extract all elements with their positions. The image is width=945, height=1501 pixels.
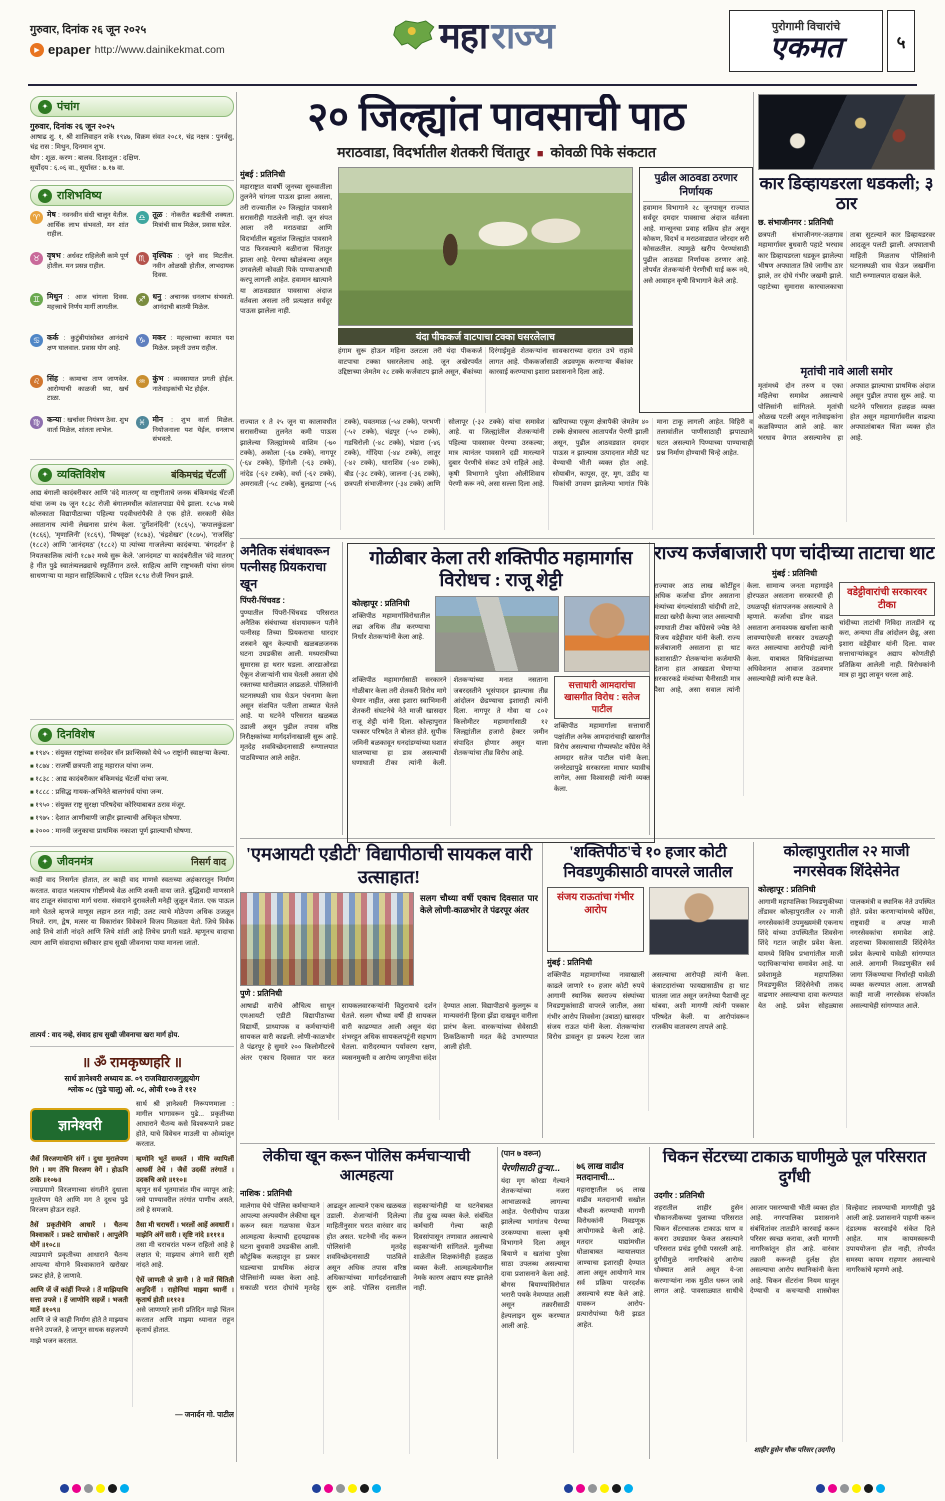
ram-signature: — जनार्दन गो. पाटील [175, 1410, 234, 1420]
next-week-box-title: पुढील आठवडा ठरणार निर्णायक [643, 171, 749, 202]
car-subhead: मृतांची नावे आली समोर [800, 365, 893, 378]
square-bullet-icon: ■ [536, 148, 544, 160]
column-rule [497, 1147, 498, 1459]
site-url-link[interactable]: http://www.dainikekmat.com [94, 43, 225, 56]
lead-story [240, 94, 753, 534]
zodiac-icon: ♋ [30, 334, 43, 347]
lamp-icon: ✦ [38, 855, 52, 869]
registration-dot [360, 1484, 369, 1493]
continuation-body-2: महाराष्ट्रातील ७६ लाख वाढीव मतदानाची सखोल चौकशी करण्याची मागणी विरोधकांनी निवडणूक आयोगाकडे केली आहे. मतदार याद्यांमधील घोळाबाबत न्यायालयात जाण्याचा इशाराही देण्यात आला असून आयोगाने मात्र सर्व प्रक्रिया पारदर्शक असल्याचे स्पष्ट केले आहे. यावरून आरोप-प्रत्यारोपांच्या फैरी झडत आहेत. [576, 1187, 645, 1329]
brand-box [729, 10, 883, 72]
dnyaneshwari-verses [30, 1155, 234, 1407]
continuation-tag: (पान ७ वरून) [501, 1149, 542, 1158]
panchang-icon: ✦ [38, 100, 52, 114]
zodiac-item [136, 251, 235, 289]
zodiac-text: कुंभ : व्यवसायात प्रगती होईल. नातेवाइकांची भेट होईल. [152, 374, 234, 393]
raju-shetti-photo [564, 596, 650, 672]
dinvishesh-item: ■ १८३८ : आद्य कादंबरीकार बंकिमचंद्र चॅटर्जी यांचा जन्म. [30, 775, 234, 785]
kolhapur-byline: कोल्हापूर : प्रतिनिधी [758, 885, 816, 894]
vyakti-person-name: बंकिमचंद्र चॅटर्जी [171, 470, 226, 482]
next-week-box [639, 167, 753, 413]
zodiac-item [136, 333, 235, 371]
print-registration-marks [60, 1484, 885, 1493]
cyclists-group-photo [240, 892, 414, 986]
udgir-photo-caption: शाहीर हुसेन चौक परिसर (उदगीर) [753, 1447, 836, 1454]
zodiac-icon: ♑ [136, 334, 149, 347]
column-rule [236, 92, 237, 1462]
zodiac-text: कन्या : खर्चावर नियंत्रण ठेवा. शुभ वार्ता मिळेल, शांतता लाभेल. [47, 415, 129, 434]
murder-headline: अनैतिक संबंधावरून पत्नीसह प्रियकराचा खून [240, 544, 330, 591]
mit-cycle-story [240, 843, 538, 1136]
dnyaneshwari-row [30, 1100, 234, 1150]
registration-dot [60, 1484, 69, 1493]
registration-dot [588, 1484, 597, 1493]
raut-byline: मुंबई : प्रतिनिधी [547, 958, 593, 968]
column-rule [649, 1147, 650, 1459]
lead-body: राज्यात १ ते २५ जून या कालावधीत सरासरीच्या तुलनेत कमी पाऊस झालेल्या जिल्ह्यांमध्ये वाशिम (-७० टक्के), अकोला (-६७ टक्के), नागपूर (-६४ टक्के), हिंगोली (-६३ टक्के), नांदेड (-६२ टक्के), वर्धा (-६२ टक्के), अमरावती (-५८ टक्के), बुलढाणा (-५६ टक्के), यवतमाळ (-५४ टक्के), परभणी (-५२ टक्के), चंद्रपूर (-५० टक्के), गडचिरोली (-४८ टक्के), भंडारा (-४६ टक्के), गोंदिया (-४४ टक्के), लातूर (-४२ टक्के), धाराशिव (-४० टक्के), बीड (-३८ टक्के), जालना (-३६ टक्के), छत्रपती संभाजीनगर (-३४ टक्के) आणि सोलापूर (-३२ टक्के) यांचा समावेश आहे. या जिल्ह्यांतील शेतकऱ्यांनी पहिल्या पावसावर पेरण्या उरकल्या; मात्र त्यानंतर पावसाने दडी मारल्याने दुबार पेरणीचे संकट उभे राहिले आहे. कृषी विभागाने पुरेशा ओलीशिवाय पेरणी करू नये, असा सल्ला दिला आहे. खरिपाच्या एकूण क्षेत्रापैकी जेमतेम ४० टक्के क्षेत्रावरच आतापर्यंत पेरणी झाली असून, पुढील आठवड्यात दमदार पाऊस न झाल्यास उत्पादनात मोठी घट येण्याची भीती व्यक्त होत आहे. सोयाबीन, कापूस, तूर, मूग, उडीद या पिकांची उगवण झालेल्या भागांत पिके माना टाकू लागली आहेत. विहिरी व तलावांतील पाणीसाठाही झपाट्याने घटत असल्याने पिण्याच्या पाण्याचाही प्रश्न निर्माण होण्याची चिन्हे आहेत. [240, 419, 753, 489]
date-line: गुरुवार, दिनांक २६ जून २०२५ [30, 24, 147, 36]
registration-cluster [816, 1484, 885, 1493]
registration-dot [336, 1484, 345, 1493]
shaktipeeth-body-row [352, 676, 650, 828]
mit-body: आषाढी वारीचे औचित्य साधून एमआयटी एडीटी विद्यापीठाच्या विद्यार्थी, प्राध्यापक व कर्मचाऱ्यांनी सायकल वारी काढली. लोणी-काळभोर ते पंढरपूर हे सुमारे २०० किलोमीटरचे अंतर एकाच दिवसात पार करत सायकलवारकऱ्यांनी विठुरायाचे दर्शन घेतले. सलग चौथ्या वर्षी ही सायकल वारी काढण्यात आली असून यंदा शंभरहून अधिक सायकलपटूंनी सहभाग घेतला. वारीदरम्यान पर्यावरण रक्षण, व्यसनमुक्ती व आरोग्य जागृतीचा संदेश देण्यात आला. विद्यापीठाचे कुलगुरू व मान्यवरांनी हिरवा झेंडा दाखवून वारीला प्रारंभ केला. वारकऱ्यांच्या सेवेसाठी ठिकठिकाणी मदत केंद्रे उभारण्यात आली होती. [240, 1003, 538, 1062]
dinvishesh-item: ■ १८७४ : राजर्षी छत्रपती शाहू महाराज यांचा जन्म. [30, 762, 234, 772]
panchang-header: ✦ पंचांग [30, 96, 234, 117]
zodiac-text: मीन : शुभ वार्ता मिळेल. नियोजनाला यश येईल, धनलाभ संभवतो. [152, 415, 234, 444]
jeevanmantra-header: ✦ जीवनमंत्र निसर्ग वाद [30, 851, 234, 872]
car-accident-story [758, 94, 935, 534]
dinvishesh-item: ■ २००० : मानवी जनुकाचा प्राथमिक नकाशा पूर्ण झाल्याची घोषणा. [30, 827, 234, 837]
registration-cluster [312, 1484, 381, 1493]
registration-dot [624, 1484, 633, 1493]
ram-heading: ॥ ॐ रामकृष्णहरि ॥ [82, 1056, 182, 1072]
nashik-byline: नाशिक : प्रतिनिधी [240, 1188, 292, 1198]
column-rule [753, 842, 754, 1138]
zodiac-item [136, 292, 235, 330]
rashibhavishya-section [30, 181, 234, 460]
ovi-verse: जैसें विरजणाचेनि संगें । दुधा मुरालेपण रिगे । मग तेंचि विरजण वेगें । होऊनि ठाके ॥१०७॥ ज्याप्रमाणे विरजणाच्या संगतीने दुधाला मुरलेपण येते आणि मग ते दूधच पुढे विरजण होऊन राहते. [30, 1156, 128, 1215]
page-number: ५ [887, 10, 915, 72]
registration-dot [828, 1484, 837, 1493]
ovi-verse: ऐसें जाणती जे ज्ञानी । ते मातें चिंतिती अनुदिनीं । राहोनियां माझ्या ध्यानीं । कृतार्थ होती ॥११२॥ असे जाणणारे ज्ञानी प्रतिदिन माझे चिंतन करतात आणि माझ्या ध्यानात राहून कृतार्थ होतात. [136, 1276, 234, 1335]
car-accident-photo [758, 94, 935, 170]
kolhapur-corporators-story [758, 843, 935, 1136]
dinvishesh-section [30, 720, 234, 847]
car-body-2: मृतांमध्ये दोन तरुण व एका महिलेचा समावेश असल्याचे पोलिसांनी सांगितले. मृतांची ओळख पटली असून नातेवाइकांना कळविण्यात आले आहे. कार भरधाव वेगात असल्यानेच हा अपघात झाल्याचा प्राथमिक अंदाज असून पुढील तपास सुरू आहे. या घटनेने परिसरात हळहळ व्यक्त होत असून महामार्गावरील वाढत्या अपघातांबाबत चिंता व्यक्त होत आहे. [758, 382, 935, 442]
zodiac-text: वृषभ : अर्धवट राहिलेली कामे पूर्ण होतील. मन प्रसन्न राहील. [47, 251, 129, 270]
zodiac-item [30, 251, 129, 289]
raut-story [547, 843, 749, 1136]
masthead-rajya: राज्य [491, 16, 554, 56]
registration-dot [324, 1484, 333, 1493]
zodiac-item [30, 333, 129, 371]
satej-box-body: शक्तिपीठ महामार्गाला सत्ताधारी पक्षांतील अनेक आमदारांचाही खासगीत विरोध असल्याचा गौप्यस्फोट काँग्रेस नेते आमदार सतेज पाटील यांनी केला. जनरेट्यापुढे सरकारला माघार घ्यावीच लागेल, असा विश्वासही त्यांनी व्यक्त केला. [554, 723, 650, 793]
raut-kicker: संजय राऊतांचा गंभीर आरोप [557, 892, 634, 917]
registration-dot [612, 1484, 621, 1493]
lead-intro: महाराष्ट्रात यावर्षी जूनच्या सुरुवातीला तुलनेने चांगला पाऊस झाला असला, तरी राज्यातील २० जिल्ह्यांत पावसाने सरासरीही गाठलेली नाही. जून संपत आला तरी मराठवाडा आणि विदर्भातील बहुतांश जिल्ह्यांत पावसाने पाठ फिरवल्याने बळीराजा चिंतातुर झाला आहे. पेरण्या खोळंबल्या असून उगवलेली कोवळी पिके पाण्याअभावी करपू लागली आहेत. हवामान खात्याने या आठवड्यात पावसाचा अंदाज वर्तवला असला तरी प्रत्यक्षात सर्वदूर पाऊस झालेला नाही. [240, 184, 332, 316]
continuation-column [501, 1148, 645, 1459]
wadettiwar-kicker: वडेट्टीवारांची सरकारवर टीका [847, 587, 927, 612]
zodiac-icon: ♒ [136, 375, 149, 388]
zodiac-icon: ♏ [136, 252, 149, 265]
header-rule [28, 84, 917, 86]
registration-dot [372, 1484, 381, 1493]
ram-meta: श्लोक ०८ (पुढे चालू) ओ. ०८, ओवी १०७ ते ११२ [67, 1084, 197, 1094]
zodiac-text: मेष : नवनवीन संधी चालून येतील. आर्थिक लाभ संभवतो, मन शांत राहील. [47, 210, 129, 239]
shaktipeeth-body: शक्तिपीठ महामार्गासाठी सरकारने गोळीबार केला तरी शेतकरी विरोध मागे घेणार नाहीत, असा इशारा स्वाभिमानी शेतकरी संघटनेचे नेते माजी खासदार राजू शेट्टी यांनी दिला. कोल्हापुरात पत्रकार परिषदेत ते बोलत होते. सुपीक जमिनी बळकावून धनदांडग्यांच्या घशात घालण्याचा हा डाव असल्याची घणाघाती टीका त्यांनी केली. शेतकऱ्यांच्या मनात नसताना जबरदस्तीने भूसंपादन झाल्यास तीव्र आंदोलन छेडण्याचा इशाराही त्यांनी दिला. नागपूर ते गोवा या ८०२ किलोमीटर महामार्गासाठी १२ जिल्ह्यांतील हजारो हेक्टर जमीन संपादित होणार असून याला शेतकऱ्यांचा तीव्र विरोध आहे. [352, 677, 548, 768]
shaktipeeth-headline: गोळीबार केला तरी शक्तिपीठ महामार्गास विरोधच : राजू शेट्टी [369, 549, 633, 592]
zodiac-item [30, 292, 129, 330]
vyakti-header: ✦ व्यक्तिविशेष बंकिमचंद्र चॅटर्जी [30, 464, 234, 485]
registration-dot [600, 1484, 609, 1493]
dinvishesh-item: ■ १९५० : संयुक्त राष्ट्र सुरक्षा परिषदेचा कोरियाबाबत ठराव मंजूर. [30, 801, 234, 811]
epaper-label: epaper [48, 42, 91, 57]
raut-media-row [547, 887, 749, 955]
mit-headline: 'एमआयटी एडीटी' विद्यापीठा‍ची सायकल वारी उत्साहात! [245, 844, 533, 887]
panchang-line: आषाढ शु. १, श्री शालिवाहन शके १९४७, विक्रम संवत २०८१, चंद्र नक्षत्र : पुनर्वसु, चंद्र रास : मिथुन, दिनमान शुभ. [30, 134, 234, 152]
rashi-header: ✦ राशिभविष्य [30, 185, 234, 206]
crop-loan-caption-text: हंगाम सुरू होऊन महिना उलटला तरी यंदा पीककर्ज वाटपाचा टक्का घसरलेलाच आहे. जून अखेरपर्यंत उद्दिष्टाच्या जेमतेम २८ टक्के कर्जवाटप झाले असून, बँकांच्या दिरंगाईमुळे शेतकऱ्यांना सावकाराच्या दारात उभे राहावे लागत आहे. पीककर्जासाठी अडवणूक करणाऱ्या बँकांवर कारवाई करण्याचा इशारा प्रशासनाने दिला आहे. [338, 348, 633, 377]
karj-body: राज्यावर आठ लाख कोटींहून अधिक कर्जाचा डोंगर असताना मंत्र्यांच्या बंगल्यांसाठी चांदीची ताटे, वाट्या खरेदी केल्या जात असल्याची घणाघाती टीका काँग्रेसचे ज्येष्ठ नेते विजय वडेट्टीवार यांनी केली. राज्य कर्जबाजारी असताना हा थाट कशासाठी? शेतकऱ्यांना कर्जमाफी देताना हात आखडता घेणाऱ्या सरकारकडे मंत्र्यांच्या चैनीसाठी मात्र पैसा आहे, असा सवाल त्यांनी केला. सामान्य जनता महागाईने होरपळत असताना सरकारची ही उधळपट्टी संतापजनक असल्याचे ते म्हणाले. कर्जाचा डोंगर वाढत असताना अनावश्यक खर्चाला कात्री लावण्याऐवजी सरकार उधळपट्टी करत असल्याचा आरोपही त्यांनी केला. याबाबत विधिमंडळाच्या अधिवेशनात आवाज उठवणार असल्याचेही त्यांनी स्पष्ट केले. [654, 583, 833, 694]
car-body-1: छत्रपती संभाजीनगर-जळगाव महामार्गावर बुधवारी पहाटे भरधाव कार डिव्हायडरला धडकून झालेल्या भीषण अपघातात तिघे जागीच ठार झाले, तर दोघे गंभीर जखमी झाले. पहाटेच्या सुमारास कारचालकाचा ताबा सुटल्याने कार डिव्हायडरवर आदळून पलटी झाली. अपघाताची माहिती मिळताच पोलिसांनी घटनास्थळी धाव घेऊन जखमींना घाटी रुग्णालयात दाखल केले. [758, 231, 935, 291]
masthead [391, 10, 554, 59]
lead-subheadline: मराठवाडा, विदर्भातील शेतकरी चिंतातुर ■ कोवळी पिके संकटात [337, 144, 656, 160]
jeevanmantra-tatparya: तात्पर्य : वाद नव्हे, संवाद हाच सुखी जीवनाचा खरा मार्ग होय. [30, 1032, 180, 1040]
satej-box-title: सत्ताधारी आमदारांचा खासगीत विरोध : सतेज पाटील [564, 680, 640, 714]
zodiac-item [30, 415, 129, 453]
farmer-plowing-photo [338, 167, 633, 326]
rashi-icon: ✦ [38, 189, 52, 203]
car-headline: कार डिव्हायडरला धडकली; ३ ठार [759, 174, 934, 214]
nashik-story [240, 1148, 493, 1459]
karj-headline: राज्य कर्जबाजारी पण चांदीच्या ताटाचा थाट [654, 544, 935, 564]
dinvishesh-header: ✦ दिनविशेष [30, 724, 234, 745]
column-rule [753, 92, 754, 535]
lead-left-column [240, 167, 332, 413]
jeevanmantra-body: काही वाद निसर्गतः होतात, तर काही वाद माणसे स्वतःच्या अहंकारातून निर्माण करतात. वादात भलत्याच गोष्टींमध्ये वेळ आणि शक्ती वाया जाते. बुद्धिवादी माणसाने वाद टाळून संवादाचा मार्ग धरावा. संवादाने दुरावलेली मनेही जुळून येतात. एक पाऊल मागे घेतले म्हणजे माणूस लहान ठरत नाही; उलट त्याचे मोठेपण अधिक उजळून निघते. राग, द्वेष, मत्सर या विकारांवर विवेकाने विजय मिळवता येतो. जिथे विवेक आहे तिथे शांती नांदते आणि जिथे शांती आहे तिथेच प्रगती घडते. म्हणूनच वादाचा त्याग आणि संवादाचा स्वीकार हाच सुखी जीवनाचा पाया मानला जातो. [30, 877, 234, 947]
zodiac-item [136, 210, 235, 248]
epaper-play-icon: ▶ [30, 43, 44, 57]
mit-byline: पुणे : प्रतिनिधी [240, 989, 283, 998]
registration-dot [348, 1484, 357, 1493]
brand-tagline: पुरोगामी विचारांचे [771, 21, 841, 33]
zodiac-item [30, 210, 129, 248]
zodiac-icon: ♎ [136, 211, 149, 224]
zodiac-icon: ♉ [30, 252, 43, 265]
kolhapur-headline: कोल्हापुरातील २२ माजी नगरसेवक शिंदेसेनेत [783, 844, 910, 880]
registration-cluster [60, 1484, 129, 1493]
udgir-body: शहरातील शाहीर हुसेन चौकानजीकच्या पुलाच्या परिसरात चिकन सेंटरचालक टाकाऊ घाण व कचरा उघड्यावर फेकत असल्याने परिसरात प्रचंड दुर्गंधी पसरली आहे. दुर्गंधीमुळे नागरिकांचे आरोग्य धोक्यात आले असून ये-जा करणाऱ्यांना नाक मुठीत धरून जावे लागत आहे. पावसाळ्यात साथीचे आजार पसरण्याची भीती व्यक्त होत आहे. नगरपालिका प्रशासनाने संबंधितांवर तातडीने कारवाई करून परिसर स्वच्छ करावा, अशी मागणी नागरिकांतून होत आहे. वारंवार तक्रारी करूनही दुर्लक्ष होत असल्याचा आरोप स्थानिकांनी केला आहे. चिकन सेंटरांना नियम घालून देण्याची व कचऱ्याची शास्त्रोक्त विल्हेवाट लावण्याची मागणीही पुढे आली आहे. प्रशासनाने पाहणी करून दंडात्मक कारवाईचे संकेत दिले आहेत. मात्र कायमस्वरूपी उपाययोजना होत नाही, तोपर्यंत समस्या कायम राहणार असल्याचे नागरिकांचे म्हणणे आहे. [654, 1205, 935, 1295]
satej-box [554, 676, 650, 719]
raut-body: शक्तिपीठ महामार्गाच्या नावाखाली काढले जाणारे १० हजार कोटी रुपये आगामी स्थानिक स्वराज्य संस्थांच्या निवडणुकांसाठी वापरले जातील, असा गंभीर आरोप शिवसेना (उबाठा) खासदार संजय राऊत यांनी केला. शेतकऱ्यांचा विरोध डावलून हा प्रकल्प रेटला जात असल्याचा आरोपही त्यांनी केला. कंत्राटदारांच्या फायद्यासाठीच हा घाट घातला जात असून जनतेच्या पैशाची लूट थांबवा, अशी मागणी त्यांनी पत्रकार परिषदेत केली. या आरोपांवरून राजकीय वातावरण तापले आहे. [547, 972, 749, 1042]
vyaktivishesh-section [30, 460, 234, 720]
epaper-link-row [30, 42, 225, 57]
continuation-subhead: ७६ लाख वाढीव मतदानाची... [576, 1161, 624, 1182]
zodiac-text: मकर : महत्त्वाच्या कामात यश मिळेल. प्रकृती उत्तम राहील. [152, 333, 234, 352]
debt-silver-plate-story [654, 543, 935, 833]
zodiac-text: सिंह : कामाचा ताण जाणवेल. आरोग्याची काळजी घ्या, खर्च टाळा. [47, 374, 129, 403]
registration-dot [864, 1484, 873, 1493]
satej-column [554, 676, 650, 828]
udgir-byline: उदगीर : प्रतिनिधी [654, 1191, 705, 1200]
brand-name: एकमत [769, 32, 843, 64]
shaktipeeth-intro-column [352, 596, 430, 672]
left-sidebar [30, 92, 234, 1464]
dinvishesh-item: ■ १८८८ : प्रसिद्ध गायक-अभिनेते बालगंधर्व यांचा जन्म. [30, 788, 234, 798]
sanjay-raut-photo [649, 887, 749, 955]
zodiac-text: धनु : अचानक धनलाभ संभवतो. आनंदाची बातमी मिळेल. [152, 292, 234, 311]
jeevanmantra-kicker: निसर्ग वाद [191, 857, 226, 869]
dinvishesh-item: ■ १९४५ : संयुक्त राष्ट्रांच्या सनदेवर सॅन फ्रान्सिस्को येथे ५० राष्ट्रांनी स्वाक्षऱ्या केल्या. [30, 749, 234, 759]
murder-story [240, 543, 338, 833]
registration-dot [84, 1484, 93, 1493]
zodiac-text: मिथुन : आज चांगला दिवस. महत्त्वाचे निर्णय मार्गी लागतील. [47, 292, 129, 311]
wadettiwar-kicker-box [839, 582, 935, 616]
shaktipeeth-byline: कोल्हापूर : प्रतिनिधी [352, 599, 410, 609]
calendar-icon: ✦ [38, 728, 52, 742]
registration-dot [564, 1484, 573, 1493]
zodiac-icon: ♊ [30, 293, 43, 306]
zodiac-grid [30, 210, 234, 453]
panchang-date: गुरुवार, दिनांक २६ जून २०२५ [30, 122, 115, 131]
jeevanmantra-section [30, 847, 234, 1047]
registration-dot [312, 1484, 321, 1493]
nashik-body: मालेगाव येथे पोलिस कर्मचाऱ्याने आपल्या अल्पवयीन लेकीचा खून करून स्वतः गळफास घेऊन आत्महत्या केल्याची हृदयद्रावक घटना बुधवारी उघडकीस आली. कौटुंबिक कलहातून हा प्रकार घडल्याचा प्राथमिक अंदाज पोलिसांनी व्यक्त केला आहे. सकाळी घरात दोघांचे मृतदेह आढळून आल्याने एकच खळबळ उडाली. शेजाऱ्यांनी दिलेल्या माहितीनुसार घरात वारंवार वाद होत असत. घटनेची नोंद करून पोलिसांनी मृतदेह शवविच्छेदनासाठी पाठविले असून अधिक तपास वरिष्ठ अधिकाऱ्यांच्या मार्गदर्शनाखाली सुरू आहे. पोलिस दलातील सहकाऱ्यांनीही या घटनेबाबत तीव्र दुःख व्यक्त केले. संबंधित कर्मचारी गेल्या काही दिवसांपासून तणावात असल्याचे सहकाऱ्यांनी सांगितले. मुलीच्या शाळेतील शिक्षकांनीही हळहळ व्यक्त केली. आत्महत्येमागील नेमके कारण अद्याप स्पष्ट झालेले नाही. [240, 1202, 493, 1293]
raut-kicker-box [547, 887, 644, 952]
highway-photo [435, 596, 559, 672]
ram-meta: सार्थ ज्ञानेश्वरी अध्याय क्र. ०९ राजविद्याराजगुह्ययोग [64, 1074, 200, 1084]
registration-dot [852, 1484, 861, 1493]
ovi-verse: म्हणोनि भूतें समस्तें । मीचि व्यापिलीं आघवीं तेथें । जैसें उदकीं तरंगातें । उदकचि असे ॥११०॥ म्हणून सर्व भूतमात्रांत मीच व्यापून आहे; जसे पाण्यावरील तरंगांत पाणीच असते, तसे हे समजावे. [136, 1156, 234, 1215]
karj-side-column [839, 582, 935, 800]
zodiac-text: कर्क : कुटुंबीयांसोबत आनंदाचे क्षण घालवाल. प्रवास योग आहे. [47, 333, 129, 352]
continuation-lead: पेरणीसाठी तुऱ्या... [501, 1163, 561, 1173]
zodiac-icon: ♓ [136, 416, 149, 429]
maharashtra-map-icon [391, 19, 435, 51]
shaktipeeth-intro: शक्तिपीठ महामार्गाविरोधातील लढा अधिक तीव्र करण्याचा निर्धार शेतकऱ्यांनी केला आहे. [352, 613, 430, 642]
registration-dot [840, 1484, 849, 1493]
next-week-box-body: हवामान विभागाने २८ जूनपासून राज्यात सर्वदूर दमदार पावसाचा अंदाज वर्तवला आहे. मान्सूनचा प्रवाह सक्रिय होत असून कोकण, विदर्भ व मराठवाड्यात जोरदार सरी कोसळतील. त्यामुळे खरीप पेरण्यांसाठी पुढील आठवडा निर्णायक ठरणार आहे. तोपर्यंत शेतकऱ्यांनी पेरणीची घाई करू नये, असे आवाहन कृषी विभागाने केले आहे. [643, 205, 749, 285]
karj-byline: मुंबई : प्रतिनिधी [771, 569, 818, 579]
lead-photo-column [338, 167, 633, 413]
lead-headline: २० जिल्ह्यांत पावसाची पाठ [307, 94, 686, 139]
masthead-maha: महा [439, 16, 488, 56]
continuation-body-1: यंदा मृग कोरडा गेल्याने शेतकऱ्यांच्या नजरा आभाळाकडे लागल्या आहेत. पेरणीयोग्य पाऊस झालेल्या भागांतच पेरण्या उरकण्याचा सल्ला कृषी विभागाने दिला असून बियाणे व खतांचा पुरेसा साठा उपलब्ध असल्याचा दावा प्रशासनाने केला आहे. बोगस बियाण्यांविरोधात भरारी पथके नेमण्यात आली असून तक्रारीसाठी हेल्पलाइन सुरू करण्यात आली आहे. [501, 1178, 570, 1331]
ovi-verse: तैसें प्रकृतीचेनि आधारें । चैतन्य विश्वाकारें । प्रकटे साचोकारें । आपुलेनि योगें ॥१०८॥ त्याप्रमाणे प्रकृतीच्या आधाराने चैतन्य आपल्या योगाने विश्वाकाराने खरोखर प्रकट होते, हे जाणावे. [30, 1221, 128, 1280]
car-byline: छ. संभाजीनगर : प्रतिनिधी [758, 217, 834, 227]
mit-photo-caption: सलग चौथ्या वर्षी एकाच दिवसात पार केले लोणी-काळभोर ते पंढरपूर अंतर [420, 893, 538, 916]
panchang-line: सूर्योदय : ६.०६ वा., सूर्यास्त : ७.१७ वा. [30, 165, 125, 173]
murder-body: पुण्यातील पिंपरी-चिंचवड परिसरात अनैतिक संबंधाच्या संशयावरून पतीने पत्नीसह तिच्या प्रियकराचा धारदार शस्त्राने खून केल्याची खळबळजनक घटना उघडकीस आली. मध्यरात्रीच्या सुमारास हा थरार घडला. आरडाओरडा ऐकून शेजाऱ्यांनी धाव घेतली असता दोघे रक्ताच्या थारोळ्यात आढळले. पोलिसांनी घटनास्थळी धाव घेऊन पंचनामा केला असून संशयित पतीला ताब्यात घेतले आहे. या घटनेने परिसरात खळबळ उडाली असून पुढील तपास वरिष्ठ निरीक्षकांच्या मार्गदर्शनाखाली सुरू आहे. मृतदेह शवविच्छेदनासाठी रुग्णालयात पाठविण्यात आले आहेत. [240, 609, 338, 762]
murder-dateline: पिंपरी-चिंचवड : [240, 595, 286, 605]
zodiac-icon: ♐ [136, 293, 149, 306]
vyakti-body: आद्य बंगाली कादंबरीकार आणि 'वंदे मातरम्' या राष्ट्रगीताचे जनक बंकिमचंद्र चॅटर्जी यांचा जन्म २७ जून १८३८ रोजी बंगालमधील कांतालपाडा येथे झाला. १८५७ मध्ये कोलकाता विद्यापीठाच्या पहिल्या पदवीधरांपैकी ते एक होते. सरकारी सेवेत असतानाच त्यांनी लेखनास प्रारंभ केला. 'दुर्गेशनंदिनी' (१८६५), 'कपालकुंडला' (१८६६), 'मृणालिनी' (१८६९), 'विषवृक्ष' (१८७३), 'चंद्रशेखर' (१८७५), 'राजसिंह' (१८८२) आणि 'आनंदमठ' (१८८२) या त्यांच्या गाजलेल्या कादंबऱ्या. 'बंगदर्शन' हे नियतकालिक त्यांनी १८७२ मध्ये सुरू केले. 'आनंदमठ' या कादंबरीतील 'वंदे मातरम्' हे गीत पुढे स्वातंत्र्यलढ्याचे स्फूर्तिगान ठरले. साहित्य आणि राष्ट्रभक्ती यांचा संगम साधणाऱ्या या महान साहित्यिकाचे ८ एप्रिल १८९४ रोजी निधन झाले. [30, 490, 234, 581]
karj-side-body: चांदीच्या ताटांची निविदा तातडीने रद्द करा, अन्यथा तीव्र आंदोलन छेडू, असा इशारा वडेट्टीवार यांनी दिला. यावर सत्ताधाऱ्यांकडून अद्याप कोणतीही प्रतिक्रिया आलेली नाही. विरोधकांनी मात्र हा मुद्दा लावून धरला आहे. [839, 620, 935, 679]
ram-intro: सार्थ श्री ज्ञानेश्वरी निरूपणमाला : मागील भागावरून पुढे... प्रकृतीच्या आधाराने चैतन्य कसे विश्वरूपाने प्रकट होते, याचे विवेचन माउली या ओव्यांतून करतात. [136, 1101, 234, 1149]
zodiac-item [136, 374, 235, 412]
panchang-section [30, 92, 234, 181]
zodiac-item [136, 415, 235, 453]
registration-cluster [564, 1484, 633, 1493]
kolhapur-body: आगामी महापालिका निवडणुकीच्या तोंडावर कोल्हापुरातील २२ माजी नगरसेवकांनी उपमुख्यमंत्री एकनाथ शिंदे यांच्या उपस्थितीत शिवसेना शिंदे गटात जाहीर प्रवेश केला. यामध्ये विविध प्रभागांतील माजी पदाधिकाऱ्यांचा समावेश आहे. या प्रवेशामुळे महापालिका निवडणुकीत शिंदेसेनेची ताकद वाढणार असल्याचा दावा करण्यात येत आहे. प्रवेश सोहळ्यास पालकमंत्री व स्थानिक नेते उपस्थित होते. प्रवेश करणाऱ्यांमध्ये काँग्रेस, राष्ट्रवादी व अपक्ष माजी नगरसेवकांचा समावेश आहे. शहराच्या विकासासाठी शिंदेसेनेत प्रवेश केल्याचे यावेळी सांगण्यात आले. आगामी निवडणुकीत सर्व जागा जिंकण्याचा निर्धारही यावेळी व्यक्त करण्यात आला. आणखी काही माजी नगरसेवक संपर्कात असल्याचेही सांगण्यात आले. [758, 899, 935, 1010]
zodiac-icon: ♌ [30, 375, 43, 388]
ovi-verse: तैसा मी चराचरीं । भरलों आहें अवधारीं । माझेनि अंगें सारी । सृष्टि नांदे ॥१११॥ तसा मी चराचरांत भरून राहिलो आहे हे लक्षात घे; माझ्याच अंगाने सारी सृष्टी नांदते आहे. [136, 1221, 234, 1270]
registration-dot [876, 1484, 885, 1493]
zodiac-icon: ♈ [30, 211, 43, 224]
zodiac-icon: ♍ [30, 416, 43, 429]
udgir-story [654, 1148, 935, 1459]
crop-loan-caption-bar: यंदा पीककर्ज वाटपाचा टक्का घसरलेलाच [338, 328, 633, 345]
ramkrishnahari-section [30, 1047, 234, 1426]
udgir-headline: चिकन सेंटरच्या टाकाऊ घाणीमुळे पूल परिसरात दुर्गंधी [662, 1149, 927, 1186]
column-rule [342, 542, 343, 835]
registration-dot [576, 1484, 585, 1493]
registration-dot [108, 1484, 117, 1493]
person-icon: ✦ [38, 468, 52, 482]
nashik-headline: लेकीचा खून करून पोलिस कर्मचाऱ्याची आत्महत्या [262, 1149, 471, 1184]
continuation-columns [501, 1161, 645, 1453]
shaktipeeth-media-row [352, 596, 650, 672]
dinvishesh-item: ■ १९७५ : देशात आणीबाणी जाहीर झाल्याची अधिकृत घोषणा. [30, 814, 234, 824]
zodiac-text: वृश्चिक : जुने वाद मिटतील. नवीन ओळखी होतील, लाभदायक दिवस. [152, 251, 234, 280]
column-rule [542, 842, 543, 1138]
mit-media-row [240, 892, 538, 986]
registration-dot [96, 1484, 105, 1493]
dinvishesh-list [30, 749, 234, 837]
section-rule [240, 538, 935, 539]
registration-dot [72, 1484, 81, 1493]
lead-byline: मुंबई : प्रतिनिधी [240, 170, 286, 179]
zodiac-text: तूळ : नोकरीत बढतीची शक्यता. मित्रांची साथ मिळेल, प्रवास घडेल. [152, 210, 234, 229]
panchang-line: योग : शूळ. करण : बालव. दिशाशूल : दक्षिण. [30, 154, 141, 162]
karj-body-row [654, 582, 935, 800]
registration-dot [120, 1484, 129, 1493]
ovi-verse: आणि जें जें कांहीं निपजे । तें माझियाचि सत्ता उपजे । हें जाणोनि सहजें । भजती मातें ॥१०९॥ आणि जे जे काही निर्माण होते ते माझ्याच सत्तेने उपजते, हे जाणून साधक सहजपणे माझे भजन करतात. [30, 1286, 128, 1345]
registration-dot [816, 1484, 825, 1493]
shaktipeeth-story [347, 543, 655, 843]
zodiac-item [30, 374, 129, 412]
section-rule [240, 1143, 935, 1144]
dnyaneshwari-logo: ज्ञानेश्वरी [30, 1108, 130, 1142]
raut-headline: 'शक्तिपीठ'चे १० हजार कोटी निवडणुकीसाठी वापरले जातील [563, 844, 733, 882]
lead-top-row [240, 167, 753, 413]
